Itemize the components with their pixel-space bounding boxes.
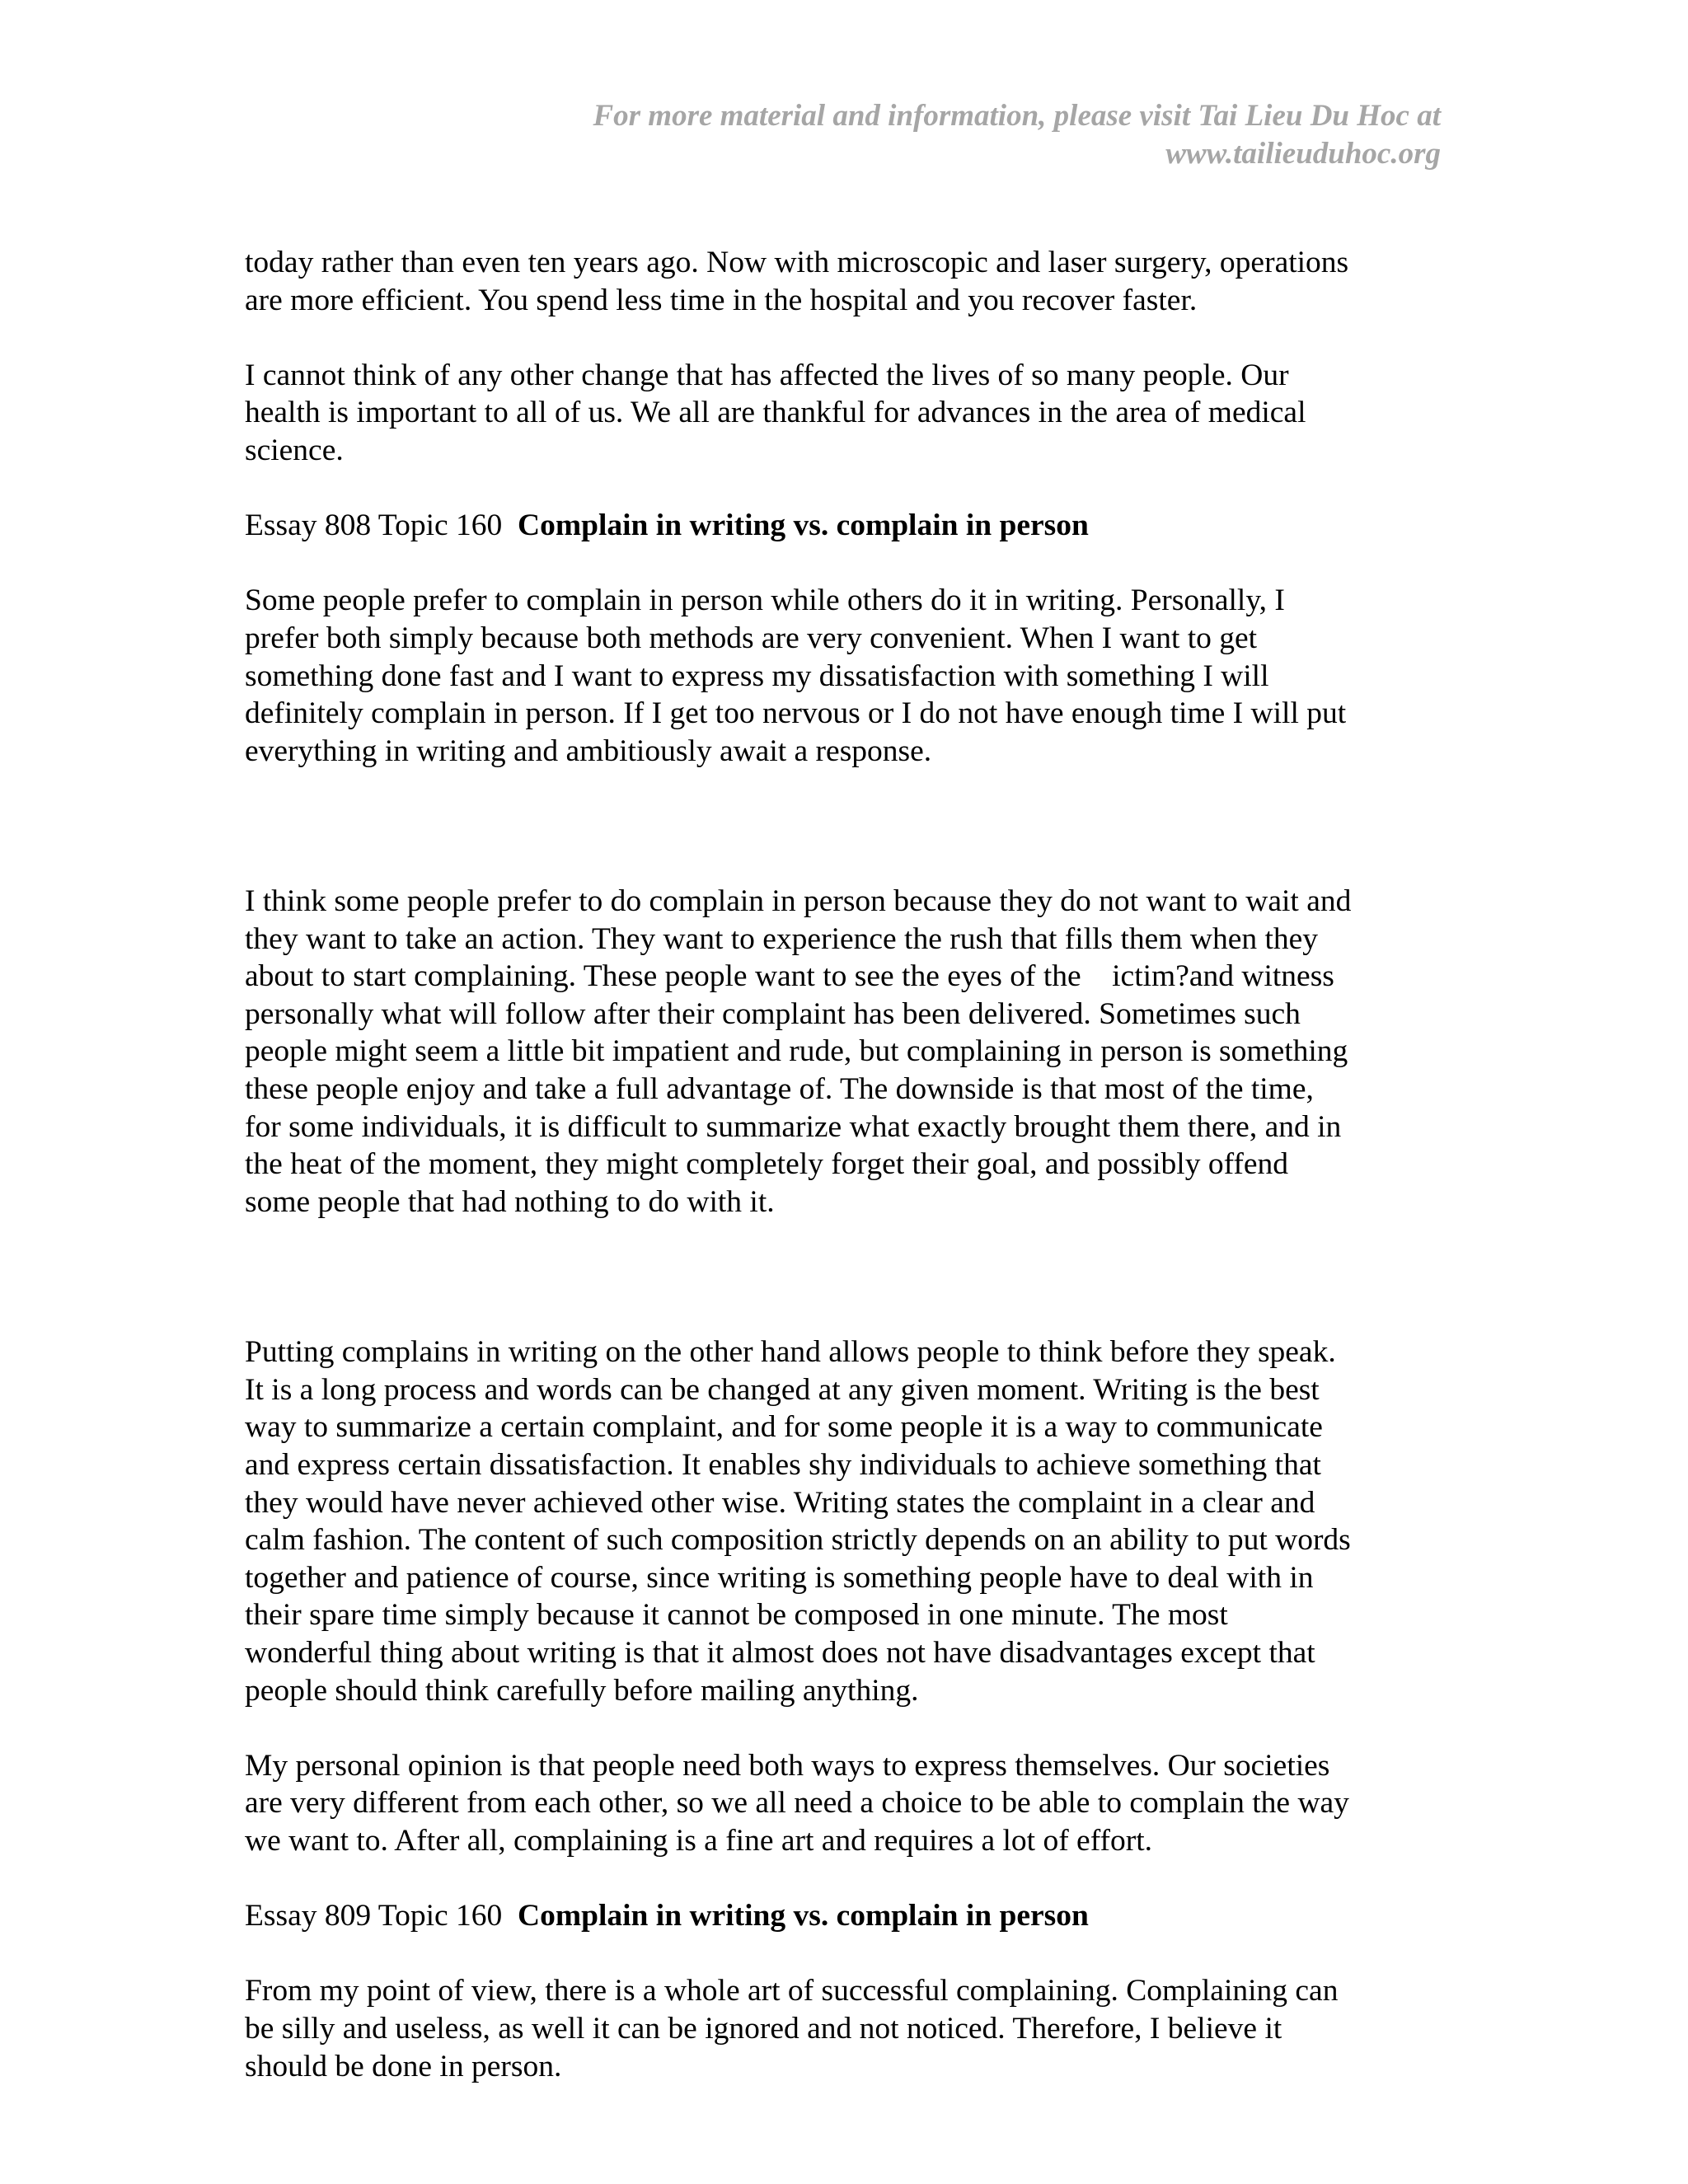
document-body	[245, 244, 1432, 2123]
text-line: the heat of the moment, they might completely forget their goal, and possibly offend	[245, 1147, 1289, 1182]
text-line: be silly and useless, as well it can be ignored and not noticed. Therefore, I believe it	[245, 2011, 1282, 2046]
text-line: they want to take an action. They want to experience the rush that fills them when they	[245, 921, 1319, 956]
paragraph	[245, 244, 1432, 319]
text-line: people might seem a little bit impatient and rude, but complaining in person is something	[245, 1034, 1348, 1069]
essay-label: Essay 808 Topic 160	[245, 509, 503, 543]
text-line: personally what will follow after their complaint has been delivered. Sometimes such	[245, 996, 1301, 1031]
essay-title: Complain in writing vs. complain in person	[518, 509, 1089, 543]
text-line: It is a long process and words can be changed at any given moment. Writing is the best	[245, 1372, 1320, 1407]
text-line: should be done in person.	[245, 2049, 562, 2083]
paragraph	[245, 357, 1432, 470]
text-line: some people that had nothing to do with it.	[245, 1184, 775, 1219]
paragraph	[245, 1747, 1432, 1860]
text-line: health is important to all of us. We all are thankful for advances in the area of medical	[245, 396, 1306, 430]
text-line: people should think carefully before mailing anything.	[245, 1673, 919, 1708]
text-line: something done fast and I want to express my dissatisfaction with something I will	[245, 658, 1269, 693]
text-line: I cannot think of any other change that has affected the lives of so many people. Our	[245, 358, 1289, 392]
page-header	[369, 97, 1441, 173]
text-line: Putting complains in writing on the other hand allows people to think before they speak.	[245, 1335, 1336, 1370]
text-line: From my point of view, there is a whole art of successful complaining. Complaining can	[245, 1974, 1339, 2008]
text-line: definitely complain in person. If I get too nervous or I do not have enough time I will put	[245, 696, 1347, 731]
text-line: for some individuals, it is difficult to summarize what exactly brought them there, and in	[245, 1109, 1342, 1144]
paragraph	[245, 1972, 1432, 2085]
paragraph	[245, 1333, 1432, 1709]
paragraph	[245, 582, 1432, 770]
text-line: wonderful thing about writing is that it almost does not have disadvantages except that	[245, 1635, 1315, 1670]
paragraph	[245, 808, 1432, 1296]
text-line: they would have never achieved other wise. Writing states the complaint in a clear and	[245, 1485, 1315, 1520]
essay-809-heading	[245, 1897, 1432, 1935]
text-line: about to start complaining. These people want to see the eyes of the ictim?and witness	[245, 959, 1334, 994]
essay-808-heading	[245, 507, 1432, 545]
header-url: www.tailieuduhoc.org	[1165, 137, 1441, 171]
text-line: prefer both simply because both methods are very convenient. When I want to get	[245, 621, 1258, 655]
text-line: I think some people prefer to do complain in person because they do not want to wait and	[245, 884, 1352, 919]
text-line: these people enjoy and take a full advantage of. The downside is that most of the time,	[245, 1072, 1314, 1107]
text-line: way to summarize a certain complaint, and for some people it is a way to communicate	[245, 1410, 1323, 1445]
text-line: today rather than even ten years ago. Now with microscopic and laser surgery, operations	[245, 246, 1349, 279]
text-line: are very different from each other, so we all need a choice to be able to complain the way	[245, 1786, 1349, 1821]
text-line: together and patience of course, since writing is something people have to deal with in	[245, 1560, 1314, 1595]
text-line: My personal opinion is that people need both ways to express themselves. Our societies	[245, 1748, 1330, 1783]
text-line: Some people prefer to complain in person while others do it in writing. Personally, I	[245, 583, 1285, 618]
essay-label: Essay 809 Topic 160	[245, 1899, 503, 1933]
text-line: we want to. After all, complaining is a fine art and requires a lot of effort.	[245, 1823, 1153, 1858]
text-line: calm fashion. The content of such composition strictly depends on an ability to put words	[245, 1523, 1351, 1558]
text-line: science.	[245, 433, 344, 467]
text-line: are more efficient. You spend less time in the hospital and you recover faster.	[245, 283, 1198, 317]
header-line-1: For more material and information, please visit Tai Lieu Du Hoc at	[593, 99, 1441, 133]
text-line: their spare time simply because it cannot be composed in one minute. The most	[245, 1598, 1228, 1633]
text-line: everything in writing and ambitiously await a response.	[245, 733, 932, 768]
essay-title: Complain in writing vs. complain in person	[518, 1899, 1089, 1933]
text-line: and express certain dissatisfaction. It enables shy individuals to achieve something that	[245, 1448, 1321, 1482]
